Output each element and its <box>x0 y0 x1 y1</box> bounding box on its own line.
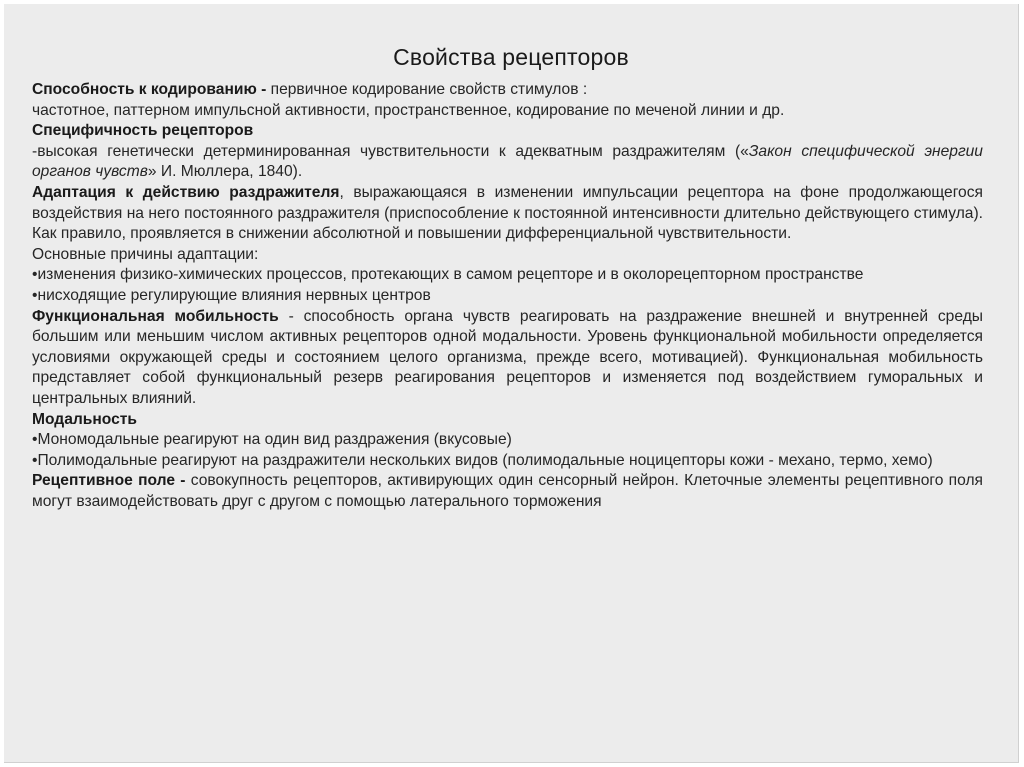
specificity-heading: Специфичность рецепторов <box>32 122 254 140</box>
coding-heading: Способность к кодированию - <box>32 81 267 98</box>
modality-heading: Модальность <box>32 410 138 428</box>
adaptation-causes-title: Основные причины адаптации: <box>32 245 259 263</box>
adaptation-paragraph <box>32 183 983 245</box>
slide-title: Свойства рецепторов <box>393 44 629 70</box>
coding-methods: частотное, паттерном импульсной активности, пространственное, кодирование по меченой линии и др. <box>32 101 785 119</box>
specificity-text-post: » И. Мюллера, 1840). <box>147 163 303 181</box>
adaptation-heading: Адаптация к действию раздражителя <box>32 183 340 201</box>
mobility-heading: Функциональная мобильность <box>32 307 279 325</box>
coding-paragraph <box>32 80 983 101</box>
mobility-paragraph <box>32 307 983 410</box>
receptive-field-text: совокупность рецепторов, активирующих один сенсорный нейрон. Клеточные элементы рецептивного поля могут взаимодействовать друг с другом с помощью латерального торможения <box>32 472 983 510</box>
adaptation-cause-item: •изменения физико-химических процессов, протекающих в самом рецепторе и в околорецепторном пространстве <box>32 266 864 284</box>
adaptation-text: , выражающаяся в изменении импульсации рецептора на фоне продолжающегося воздействия на него постоянного раздражителя (приспособление к постоянной интенсивности длительно действующего стимула). Как правило, проявляется в снижении абсолютной и повышении дифференциальной чувствительности. <box>32 183 983 243</box>
adaptation-cause-item: •нисходящие регулирующие влияния нервных центров <box>32 286 431 304</box>
specificity-text-pre: -высокая генетически детерминированная чувствительности к адекватным раздражителям (« <box>32 142 749 160</box>
coding-text: первичное кодирование свойств стимулов : <box>266 81 588 98</box>
specificity-text <box>32 142 983 183</box>
modality-item: •Полимодальные реагируют на раздражители нескольких видов (полимодальные ноцицепторы кожи - механо, термо, хемо) <box>32 451 933 469</box>
receptive-field-paragraph <box>32 471 983 512</box>
slide <box>4 4 1019 763</box>
slide-content <box>32 80 983 512</box>
modality-item: •Мономодальные реагируют на один вид раздражения (вкусовые) <box>32 431 512 449</box>
mobility-text: - способность органа чувств реагировать на раздражение внешней и внутренней среды большим или меньшим числом активных рецепторов одной модальности. Уровень функциональной мобильности определяется условиями окружающей среды и состоянием целого организма, прежде всего, мотивацией). Функциональная мобильность представляет собой функциональный резерв реагирования рецепторов и изменяется под воздействием гуморальных и центральных влияний. <box>32 307 983 407</box>
receptive-field-heading: Рецептивное поле - <box>32 472 186 490</box>
specificity-law: Закон специфической энергии органов чувств <box>32 142 983 181</box>
